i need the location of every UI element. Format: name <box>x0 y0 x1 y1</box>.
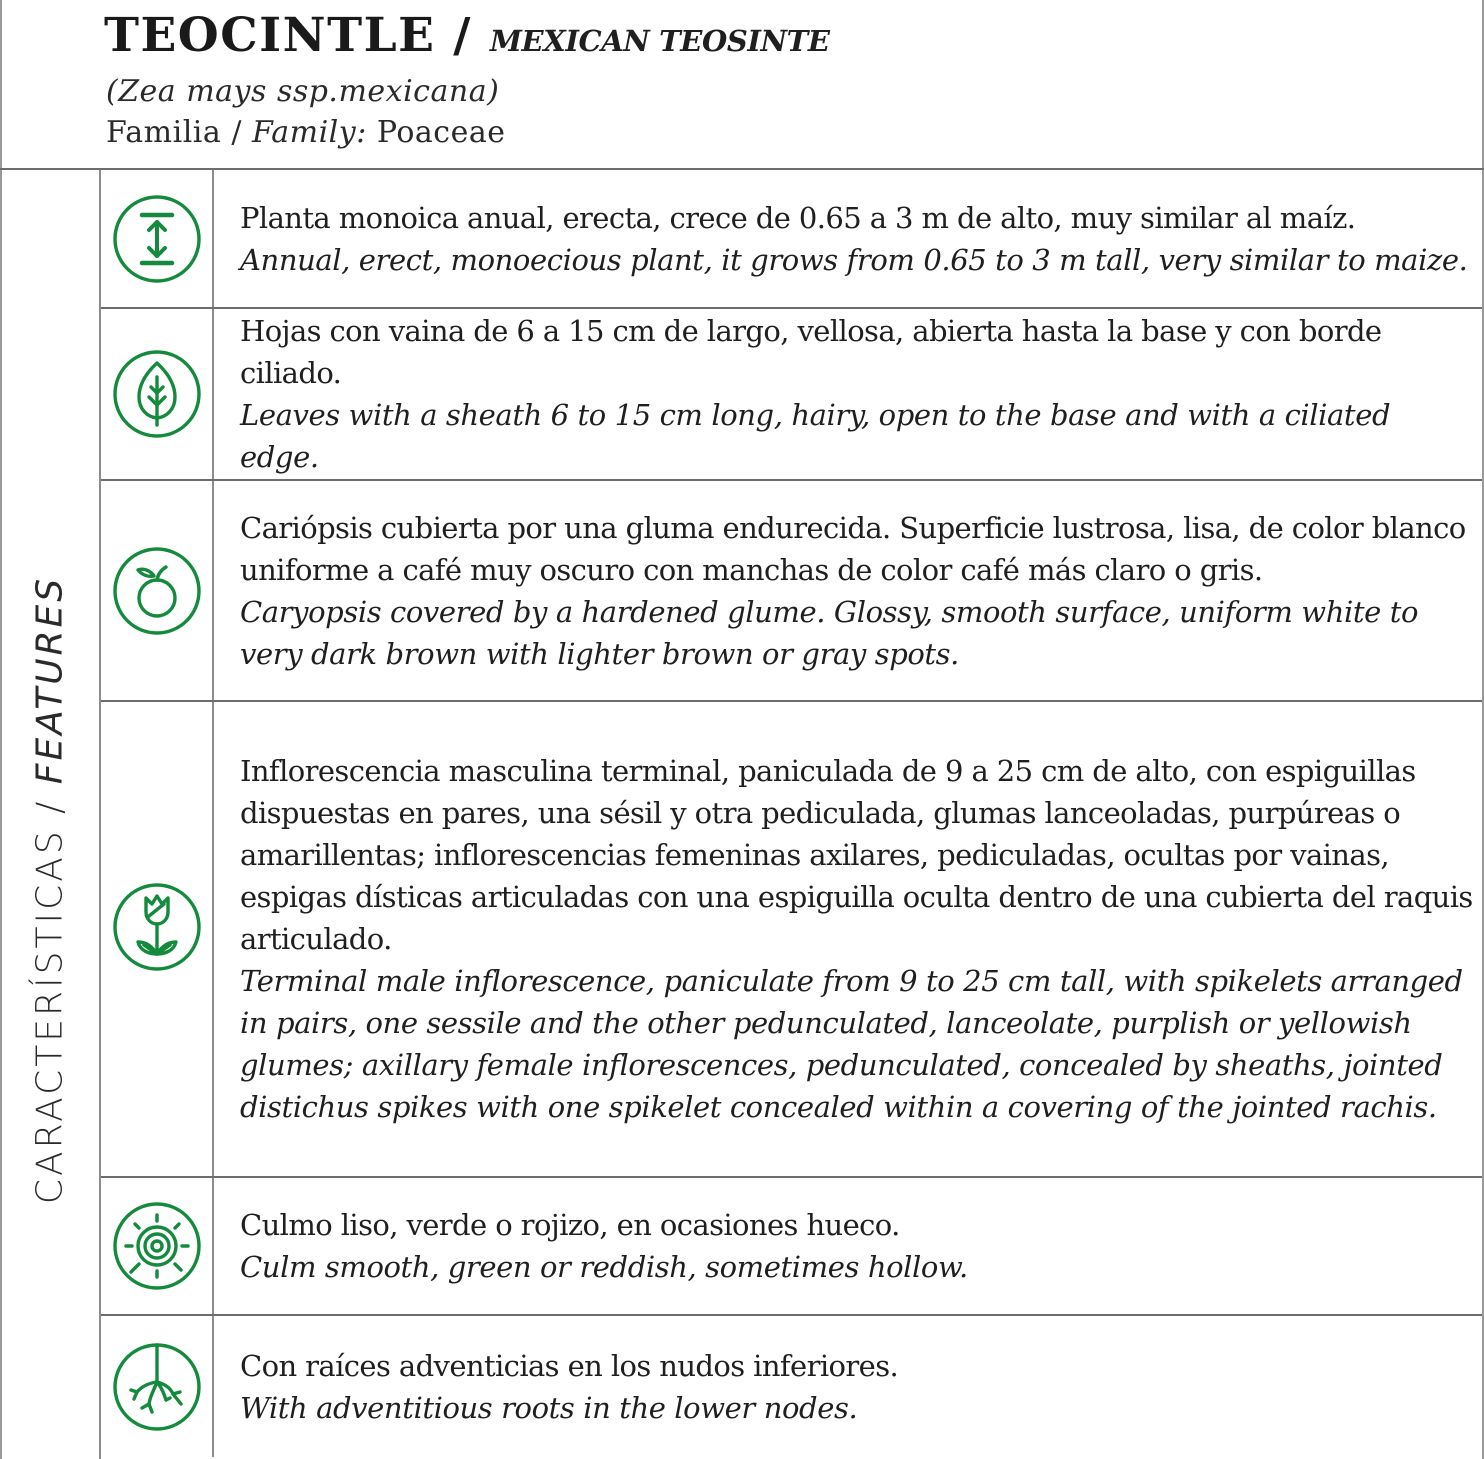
feature-text-es: Cariópsis cubierta por una gluma endurecida. Superficie lustrosa, lisa, de color blanco uniforme a café muy oscuro con manchas de color café más claro o gris. <box>240 510 1466 587</box>
family-value: Poaceae <box>366 115 506 150</box>
feature-text-en: With adventitious roots in the lower nodes. <box>240 1390 858 1425</box>
feature-text-en: Terminal male inflorescence, paniculate from 9 to 25 cm tall, with spikelets arranged in pairs, one sessile and the other pedunculated, lanceolate, purplish or yellowish glumes; axillary female inflorescences, pedunculated, concealed by sheaths, jointed distichus spikes with one spikelet concealed within a covering of the jointed rachis. <box>240 964 1463 1124</box>
icon-cell <box>101 1178 214 1314</box>
feature-text-en: Leaves with a sheath 6 to 15 cm long, hairy, open to the base and with a ciliated edge. <box>240 398 1391 474</box>
feature-text-es: Culmo liso, verde o rojizo, en ocasiones hueco. <box>240 1208 900 1242</box>
text-cell <box>214 309 1482 479</box>
title-english: MEXICAN TEOSINTE <box>489 24 830 58</box>
title-spanish: TEOCINTLE / <box>104 8 490 63</box>
feature-text-en: Caryopsis covered by a hardened glume. Glossy, smooth surface, uniform white to very dark brown with lighter brown or gray spots. <box>240 594 1419 671</box>
feature-row-roots <box>101 1316 1482 1457</box>
feature-row-height <box>101 170 1482 309</box>
feature-text-es: Inflorescencia masculina terminal, paniculada de 9 a 25 cm de alto, con espiguillas dispuestas en pares, una sésil y otra pediculada, glumas lanceoladas, purpúreas o amarillentas; inflorescencias femeninas axilares, pediculadas, ocultas por vainas, espigas dísticas articuladas con una espiguilla oculta dentro de una cubierta del raquis articulado. <box>240 754 1473 956</box>
icon-cell <box>101 309 214 479</box>
page-title <box>104 8 830 64</box>
height-arrow-icon <box>112 194 202 284</box>
scientific-name: (Zea mays ssp.mexicana) <box>106 74 500 109</box>
icon-cell <box>101 170 214 307</box>
text-cell <box>214 1316 1482 1457</box>
icon-cell <box>101 702 214 1176</box>
flower-icon <box>112 882 202 972</box>
family-label-en: Family: <box>251 115 367 150</box>
side-label-en: FEATURES <box>29 575 71 785</box>
header <box>0 0 1484 170</box>
feature-row-inflorescence <box>101 702 1482 1178</box>
feature-text-en: Culm smooth, green or reddish, sometimes hollow. <box>240 1250 968 1284</box>
side-label <box>30 576 71 1204</box>
feature-text-es: Hojas con vaina de 6 a 15 cm de largo, vellosa, abierta hasta la base y con borde ciliado. <box>240 314 1382 390</box>
stem-cross-section-icon <box>112 1201 202 1291</box>
text-cell <box>214 170 1482 307</box>
feature-row-leaves <box>101 309 1482 481</box>
text-cell <box>214 481 1482 700</box>
side-label-column <box>0 170 101 1459</box>
feature-text-en: Annual, erect, monoecious plant, it grows from 0.65 to 3 m tall, very similar to maize. <box>240 242 1468 277</box>
side-label-es: CARACTERÍSTICAS / <box>29 784 71 1205</box>
feature-row-culm <box>101 1178 1482 1316</box>
fruit-icon <box>112 546 202 636</box>
leaf-icon <box>112 349 202 439</box>
features-table <box>101 170 1482 1457</box>
text-cell <box>214 702 1482 1176</box>
family-label-es: Familia / <box>106 115 252 150</box>
feature-text-es: Planta monoica anual, erecta, crece de 0.65 a 3 m de alto, muy similar al maíz. <box>240 200 1356 235</box>
feature-text-es: Con raíces adventicias en los nudos inferiores. <box>240 1348 899 1383</box>
roots-icon <box>112 1342 202 1432</box>
family-line <box>106 113 505 153</box>
text-cell <box>214 1178 1482 1314</box>
icon-cell <box>101 481 214 700</box>
feature-row-caryopsis <box>101 481 1482 702</box>
icon-cell <box>101 1316 214 1457</box>
